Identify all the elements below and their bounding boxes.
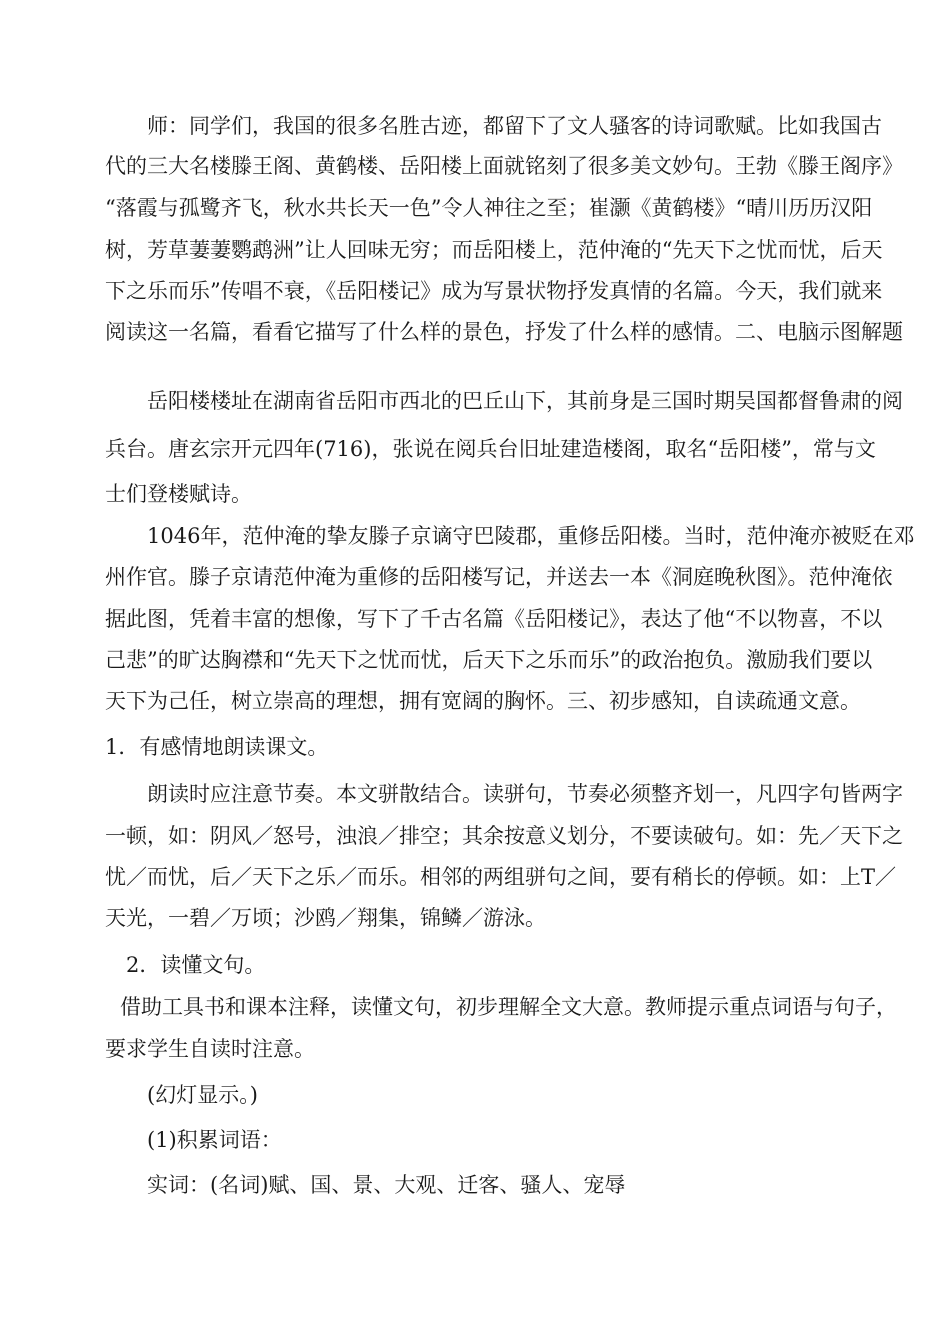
text-line: 己悲”的旷达胸襟和“先天下之忧而忧，后天下之乐而乐”的政治抱负。激励我们要以 — [105, 648, 873, 672]
text-line: 师：同学们，我国的很多名胜古迹，都留下了文人骚客的诗词歌赋。比如我国古 — [147, 114, 882, 138]
text-line: 树，芳草萋萋鹦鹉洲”让人回味无穷；而岳阳楼上，范仲淹的“先天下之忧而忧，后天 — [105, 238, 883, 262]
text-line: 天光，一碧／万顷；沙鸥／翔集，锦鳞／游泳。 — [105, 906, 546, 930]
text-line: 天下为己任，树立崇高的理想，拥有宽阔的胸怀。三、初步感知，自读疏通文意。 — [105, 689, 861, 713]
text-line: 1046年，范仲淹的挚友滕子京谪守巴陵郡，重修岳阳楼。当时，范仲淹亦被贬在邓 — [147, 524, 915, 548]
list-item-heading: 2．读懂文句。 — [126, 953, 266, 977]
text-line: 一顿，如：阴风／怒号，浊浪／排空；其余按意义划分，不要读破句。如：先／天下之 — [105, 824, 903, 848]
text-line: 岳阳楼楼址在湖南省岳阳市西北的巴丘山下，其前身是三国时期吴国都督鲁肃的阅 — [147, 389, 903, 413]
text-line: 阅读这一名篇，看看它描写了什么样的景色，抒发了什么样的感情。二、电脑示图解题 — [105, 320, 903, 344]
text-line: 州作官。滕子京请范仲淹为重修的岳阳楼写记，并送去一本《洞庭晚秋图》。范仲淹依 — [105, 565, 893, 589]
text-line: 代的三大名楼滕王阁、黄鹤楼、岳阳楼上面就铭刻了很多美文妙句。王勃《滕王阁序》 — [105, 154, 903, 178]
text-line: 兵台。唐玄宗开元四年(716)，张说在阅兵台旧址建造楼阁，取名“岳阳楼”，常与文 — [105, 437, 876, 461]
text-line: 借助工具书和课本注释，读懂文句，初步理解全文大意。教师提示重点词语与句子， — [120, 995, 897, 1019]
text-line: “落霞与孤鹭齐飞，秋水共长天一色”令人神往之至；崔灏《黄鹤楼》“晴川历历汉阳 — [105, 196, 873, 220]
text-line: 要求学生自读时注意。 — [105, 1037, 315, 1061]
text-line: (1)积累词语： — [147, 1128, 282, 1152]
text-line: 忧／而忧，后／天下之乐／而乐。相邻的两组骈句之间，要有稍长的停顿。如：上T／ — [105, 865, 897, 889]
text-line: 下之乐而乐”传唱不衰，《岳阳楼记》成为写景状物抒发真情的名篇。今天，我们就来 — [105, 279, 883, 303]
text-line: 据此图，凭着丰富的想像，写下了千古名篇《岳阳楼记》，表达了他“不以物喜，不以 — [105, 607, 883, 631]
text-line: 朗读时应注意节奏。本文骈散结合。读骈句，节奏必须整齐划一，凡四字句皆两字 — [147, 782, 903, 806]
text-line: 实词：(名词)赋、国、景、大观、迁客、骚人、宠辱 — [147, 1173, 626, 1197]
text-line: (幻灯显示。) — [147, 1083, 258, 1107]
text-line: 士们登楼赋诗。 — [105, 482, 252, 506]
list-item-heading: 1．有感情地朗读课文。 — [105, 735, 329, 759]
